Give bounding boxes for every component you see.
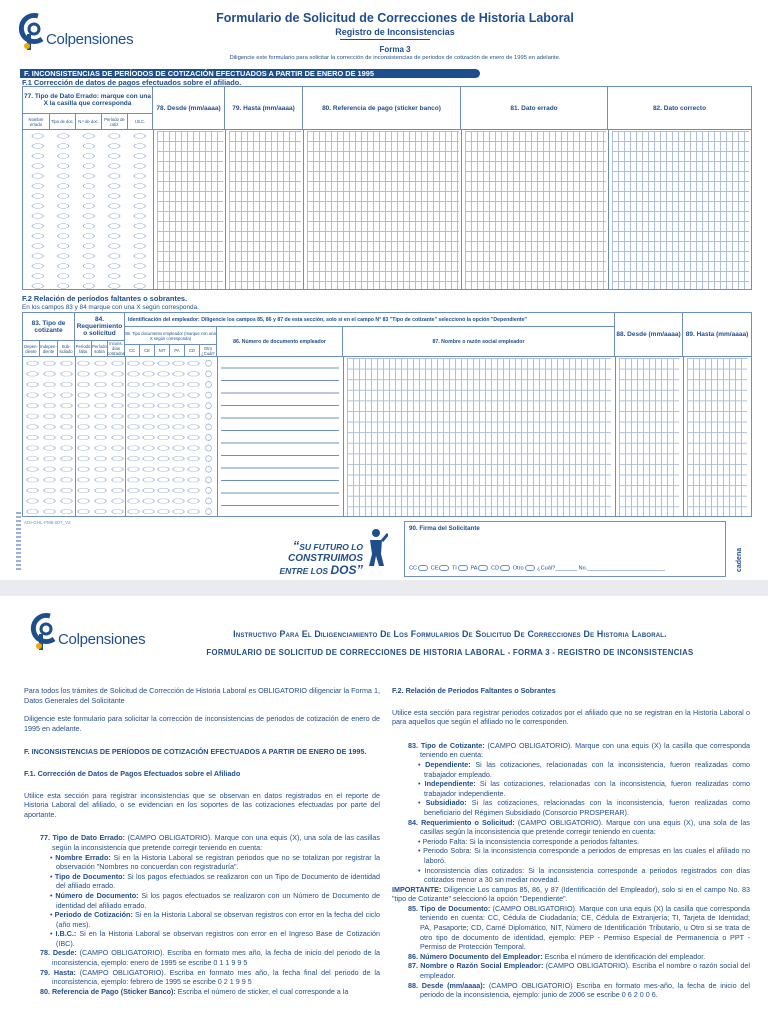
wrong-data-boxes[interactable] <box>465 131 606 289</box>
slogan-dos: DOS <box>330 563 357 577</box>
sig-ti-checkbox[interactable] <box>458 565 468 571</box>
col-84-header: 84. Requerimiento o solicitud <box>75 313 125 341</box>
item-86: 86. Número Documento del Empleador: Escriba el número de identificación del empleador. <box>408 951 706 961</box>
item-84-bullet-3: • Inconsistencia días cotizados: Si la inconsistencia corresponde a periodos registrados con días cotizados menor a 30 sin mediar novedad. <box>418 865 750 885</box>
col-85-nit: NIT <box>155 345 170 357</box>
col-83-sub-3: Sub-sidiado <box>58 341 75 357</box>
payment-reference-boxes[interactable] <box>307 131 459 289</box>
item-88: 88. Desde (mm/aaaa): (CAMPO OBLIGATORIO) Escriba en formato mes-año, la fecha de inicio del periodo de la inconsistencia, ejemplo: junio de 2006 se escribe 0 6 2 0 0 6. <box>408 980 750 1000</box>
colpensiones-logo-2 <box>30 612 145 652</box>
to-date-boxes[interactable] <box>229 131 301 289</box>
logo-text: Colpensiones <box>46 30 134 48</box>
item-87: 87. Nombre o Razón Social Empleador: (CAMPO OBLIGATORIO). Escriba el nombre o razón social del empleador. <box>408 961 750 981</box>
item-84-bullet-2: • Periodo Sobra: Si la inconsistencia corresponde a periodos de empresas en las cuales el afiliado no laboró. <box>418 846 750 865</box>
col-79-header: 79. Hasta (mm/aaaa) <box>225 87 303 130</box>
side-brand: cadena <box>736 547 743 572</box>
col-84-sub-1: Período falta <box>75 341 92 357</box>
sig-opt-cual: ¿Cuál? <box>537 565 556 572</box>
col-85-otro: Otro ¿Cuál? <box>200 345 217 357</box>
col-77-sub-2: Tipo de doc. <box>50 114 76 130</box>
sig-otro-checkbox[interactable] <box>525 565 535 571</box>
signature-box[interactable] <box>404 521 726 577</box>
correct-data-boxes[interactable] <box>612 131 749 289</box>
col-84-sub-3: Incons. días cotizados <box>107 341 125 356</box>
instructions-right-column <box>392 686 750 1000</box>
employer-id-header: Identificación del empleador: Diligencie los campos 85, 86 y 87 de esta sección, solo si en el campo N° 83 "Tipo de cotizante" seleccionó la opción "Dependiente" <box>125 313 615 327</box>
col-77-header: 77. Tipo de Dato Errado: marque con una X la casilla que corresponda <box>23 87 153 114</box>
signature-label: 90. Firma del Solicitante <box>409 525 480 532</box>
right-para-1: Utilice esta sección para registrar periodos cotizados por el afiliado que no se registran en la Historia Laboral o para aquellos que según el afiliado no le corresponden. <box>392 707 750 727</box>
col-77-sub-4: Período de cotiz. <box>102 114 128 130</box>
col-77-sub-1: Nombre errado <box>23 114 50 130</box>
item-77-bullet-1: • Nombre Errado: Si en la Historia Laboral se registran periodos que no se totalizan por registrar la observación "Nombres no concuerdan con registraduría". <box>50 852 381 872</box>
item-77-bullet-3: • Número de Documento: Si los pagos efectuados se realizaron con un Número de Documento de identidad del afiliado errado. <box>50 890 380 910</box>
period-to-boxes[interactable] <box>687 358 747 516</box>
item-83-bullet-3: • Subsidiado: Si las cotizaciones, relacionadas con la inconsistencia, fueron realizadas como beneficiario del Régimen Subsidiado (Consorcio PROSPERAR). <box>418 798 750 817</box>
sig-ce-checkbox[interactable] <box>439 565 449 571</box>
instructions-subtitle: FORMULARIO DE SOLICITUD DE CORRECCIONES DE HISTORIA LABORAL - FORMA 3 - REGISTRO DE INCONSISTENCIAS <box>206 648 694 657</box>
item-84: 84. Requerimiento o Solicitud: (CAMPO OBLIGATORIO). Marque con una equis (X), una sola de las casillas según la inconsistencia que pretende corregir teniendo en cuenta: <box>408 817 750 837</box>
left-heading-f: F. INCONSISTENCIAS DE PERÍODOS DE COTIZACIÓN EFECTUADOS A PARTIR DE ENERO DE 1995. <box>24 747 367 757</box>
form-number: Forma 3 <box>379 45 411 54</box>
important-note: IMPORTANTE: Diligencie Los campos 85, 86, y 87 (Identificación del Empleador), solo si en el campo No. 83 "tipo de Cotizante" seleccionó la opción "Dependiente". <box>392 884 750 904</box>
col-89-header: 89. Hasta (mm/aaaa) <box>683 313 751 357</box>
from-date-boxes[interactable] <box>157 131 223 289</box>
section-f1-heading: F.1 Corrección de datos de pagos efectuados sobre el afiliado. <box>22 78 242 87</box>
col-88-header: 88. Desde (mm/aaaa) <box>615 313 683 357</box>
sig-opt-otro: Otro <box>512 565 524 572</box>
logo-text-2: Colpensiones <box>58 630 146 648</box>
slogan: “SU FUTURO LO CONSTRUIMOS ENTRE LOS DOS” <box>279 538 363 577</box>
signature-doc-options: CC CE TI PA CD Otro ¿Cuál?_______ No._________________________ <box>409 565 666 572</box>
col-85-pa: PA <box>170 345 185 357</box>
sig-opt-ce: CE <box>430 565 439 572</box>
item-83-bullet-1: • Dependiente: Si las cotizaciones, relacionadas con la inconsistencia, fueron realizadas como trabajador empleado. <box>418 759 750 779</box>
item-77-bullet-4: • Periodo de Cotización: Si en la Historia Laboral se observan registros con error en la fecha del ciclo (año mes). <box>50 910 380 929</box>
item-84-bullet-1: • Periodo Falta: Si la inconsistencia corresponde a periodos faltantes. <box>418 836 640 846</box>
sig-cc-checkbox[interactable] <box>418 565 428 571</box>
sig-opt-pa: PA <box>470 565 478 572</box>
side-printer-marks <box>16 512 21 572</box>
other-doc-type-circles[interactable] <box>200 358 217 516</box>
instructions-title: Instructivo Para El Diligenciamiento De Los Formularios De Solicitud De Correcciones De Historia Laboral. <box>233 629 667 639</box>
left-heading-f1: F.1. Corrección de Datos de Pagos Efectuados sobre el Afiliado <box>24 768 241 778</box>
sig-opt-cc: CC <box>409 565 418 572</box>
sig-pa-checkbox[interactable] <box>478 565 488 571</box>
col-82-header: 82. Dato correcto <box>608 87 751 130</box>
sig-opt-no: No. <box>578 565 588 572</box>
col-86-header: 86. Número de documento empleador <box>217 327 343 357</box>
form-subtitle: Registro de Inconsistencias <box>335 27 455 37</box>
col-83-sub-1: Depen-diente <box>23 341 40 357</box>
left-para-3: Utilice esta sección para registrar inconsistencias que se observan en datos registrados en el reporte de Historia Laboral del afiliado, o se evidencian en los soportes de las cotizaciones efectuadas por parte del aportante. <box>24 790 380 819</box>
corrections-table <box>22 86 752 290</box>
period-from-boxes[interactable] <box>619 358 679 516</box>
col-77-sub-3: N.º de doc. <box>76 114 102 130</box>
section-f2-heading: F.2 Relación de períodos faltantes o sobrantes. <box>22 294 188 303</box>
slogan-part-2: ENTRE LOS <box>279 566 329 576</box>
employer-name-boxes[interactable] <box>347 358 611 516</box>
instructions-left-column <box>24 686 380 996</box>
sig-opt-ti: TI <box>451 565 457 572</box>
col-78-header: 78. Desde (mm/aaaa) <box>153 87 225 130</box>
col-84-sub-2: Período sobra <box>92 341 108 357</box>
item-83-bullet-2: • Independiente: Si las cotizaciones, relacionadas con la inconsistencia, fueron realizadas como trabajador independiente. <box>418 779 750 798</box>
col-87-header: 87. Nombre o razón social empleador <box>343 327 615 357</box>
person-figure-icon <box>364 528 388 568</box>
item-77-bullet-5: • I.B.C.: Si en la Historia Laboral se observan registros con error en el Ingreso Base de Cotización (IBC). <box>50 929 380 948</box>
item-77-bullet-2: • Tipo de Documento: Si los pagos efectuados se realizaron con un Tipo de Documento de identidad del afiliado errado. <box>50 871 380 891</box>
employer-doc-number-lines[interactable] <box>221 358 339 516</box>
col-80-header: 80. Referencia de pago (sticker banco) <box>303 87 461 130</box>
instructions-page <box>0 596 768 1024</box>
left-para-1: Para todos los trámites de Solicitud de Corrección de Historia Laboral es OBLIGATORIO diligenciar la Forma 1, Datos Generales del Solicitante <box>24 686 380 705</box>
left-para-2: Diligencie este formulario para solicitar la corrección de inconsistencias de periodos de cotización de enero de 1995 en adelante. <box>24 714 380 733</box>
contributor-type-checkboxes[interactable] <box>24 358 124 516</box>
item-78: 78. Desde: (CAMPO OBLIGATORIO). Escriba en formato mes año, la fecha de inicio del periodo de la inconsistencia, ejemplo: enero de 1995 se escribe 0 1 1 9 9 5 <box>40 948 380 968</box>
slogan-part-1: SU FUTURO LO <box>299 542 363 552</box>
intro-note: Diligencie este formulario para solicitar la corrección de inconsistencias de periodos de cotización de enero de 1995 en adelante. <box>229 55 561 61</box>
col-85-cd: CD <box>185 345 200 357</box>
error-type-checkboxes[interactable] <box>25 131 151 289</box>
right-heading-f2: F.2. Relación de Periodos Faltantes o Sobrantes <box>392 686 556 695</box>
item-83: 83. Tipo de Cotizante: (CAMPO OBLIGATORIO). Marque con una equis (X) la casilla que corresponda teniendo en cuenta: <box>408 740 750 760</box>
item-85: 85. Tipo de Documento: (CAMPO OBLIGATORIO). Marque con una equis (X) la casilla que corresponda teniendo en cuenta: CC, Cédula de Ciudadanía; CE, Cédula de Extranjería; TI, Tarjeta de Identidad; PA, Pasaporte; CD, Carné Diplomático, NIT, Número de Identificación Tributario, u Otro si se trata de otro tipo de documento de identidad, ejemplo: PEP - Permiso Especial de Permanencia o PPT - Permiso de Protección Temporal. <box>408 903 750 952</box>
employer-doc-type-checkboxes[interactable] <box>126 358 200 516</box>
missing-periods-table <box>22 312 752 517</box>
section-f-heading: F. INCONSISTENCIAS DE PERÍODOS DE COTIZACIÓN EFECTUADOS A PARTIR DE ENERO DE 1995 <box>20 69 480 78</box>
col-85-cc: CC <box>125 345 140 357</box>
form-title: Formulario de Solicitud de Correcciones de Historia Laboral <box>216 11 574 25</box>
col-85-ce: CE <box>140 345 155 357</box>
col-83-header: 83. Tipo de cotizante <box>23 313 75 341</box>
col-83-sub-2: Indepen-diente <box>40 341 58 357</box>
item-79: 79. Hasta: (CAMPO OBLIGATORIO). Escriba en formato mes año, la fecha final del periodo de la inconsistencia, ejemplo: febrero de 1995 se escribe 0 2 1 9 9 5 <box>40 967 380 987</box>
f2-note: En los campos 83 y 84 marque con una X según corresponda. <box>22 304 199 311</box>
col-85-header: 85. Tipo documento empleador (marque con una X según corresponda) <box>125 327 217 345</box>
slogan-bold: CONSTRUIMOS <box>288 553 363 564</box>
colpensiones-logo <box>18 12 133 52</box>
sig-opt-cd: CD <box>491 565 500 572</box>
item-77: 77. Tipo de Dato Errado: (CAMPO OBLIGATORIO). Marque con una equis (X), una sola de las casillas según la inconsistencia que pretende corregir teniendo en cuenta: <box>40 833 381 852</box>
col-77-sub-5: I.B.C. <box>128 114 153 130</box>
item-80: 80. Referencia de Pago (Sticker Banco): Escriba el número de sticker, el cual corresponde a la <box>40 986 349 996</box>
col-81-header: 81. Dato errado <box>461 87 608 130</box>
form-code: ADI-GHL-FM6-007_V2 <box>24 520 71 525</box>
sig-cd-checkbox[interactable] <box>500 565 510 571</box>
